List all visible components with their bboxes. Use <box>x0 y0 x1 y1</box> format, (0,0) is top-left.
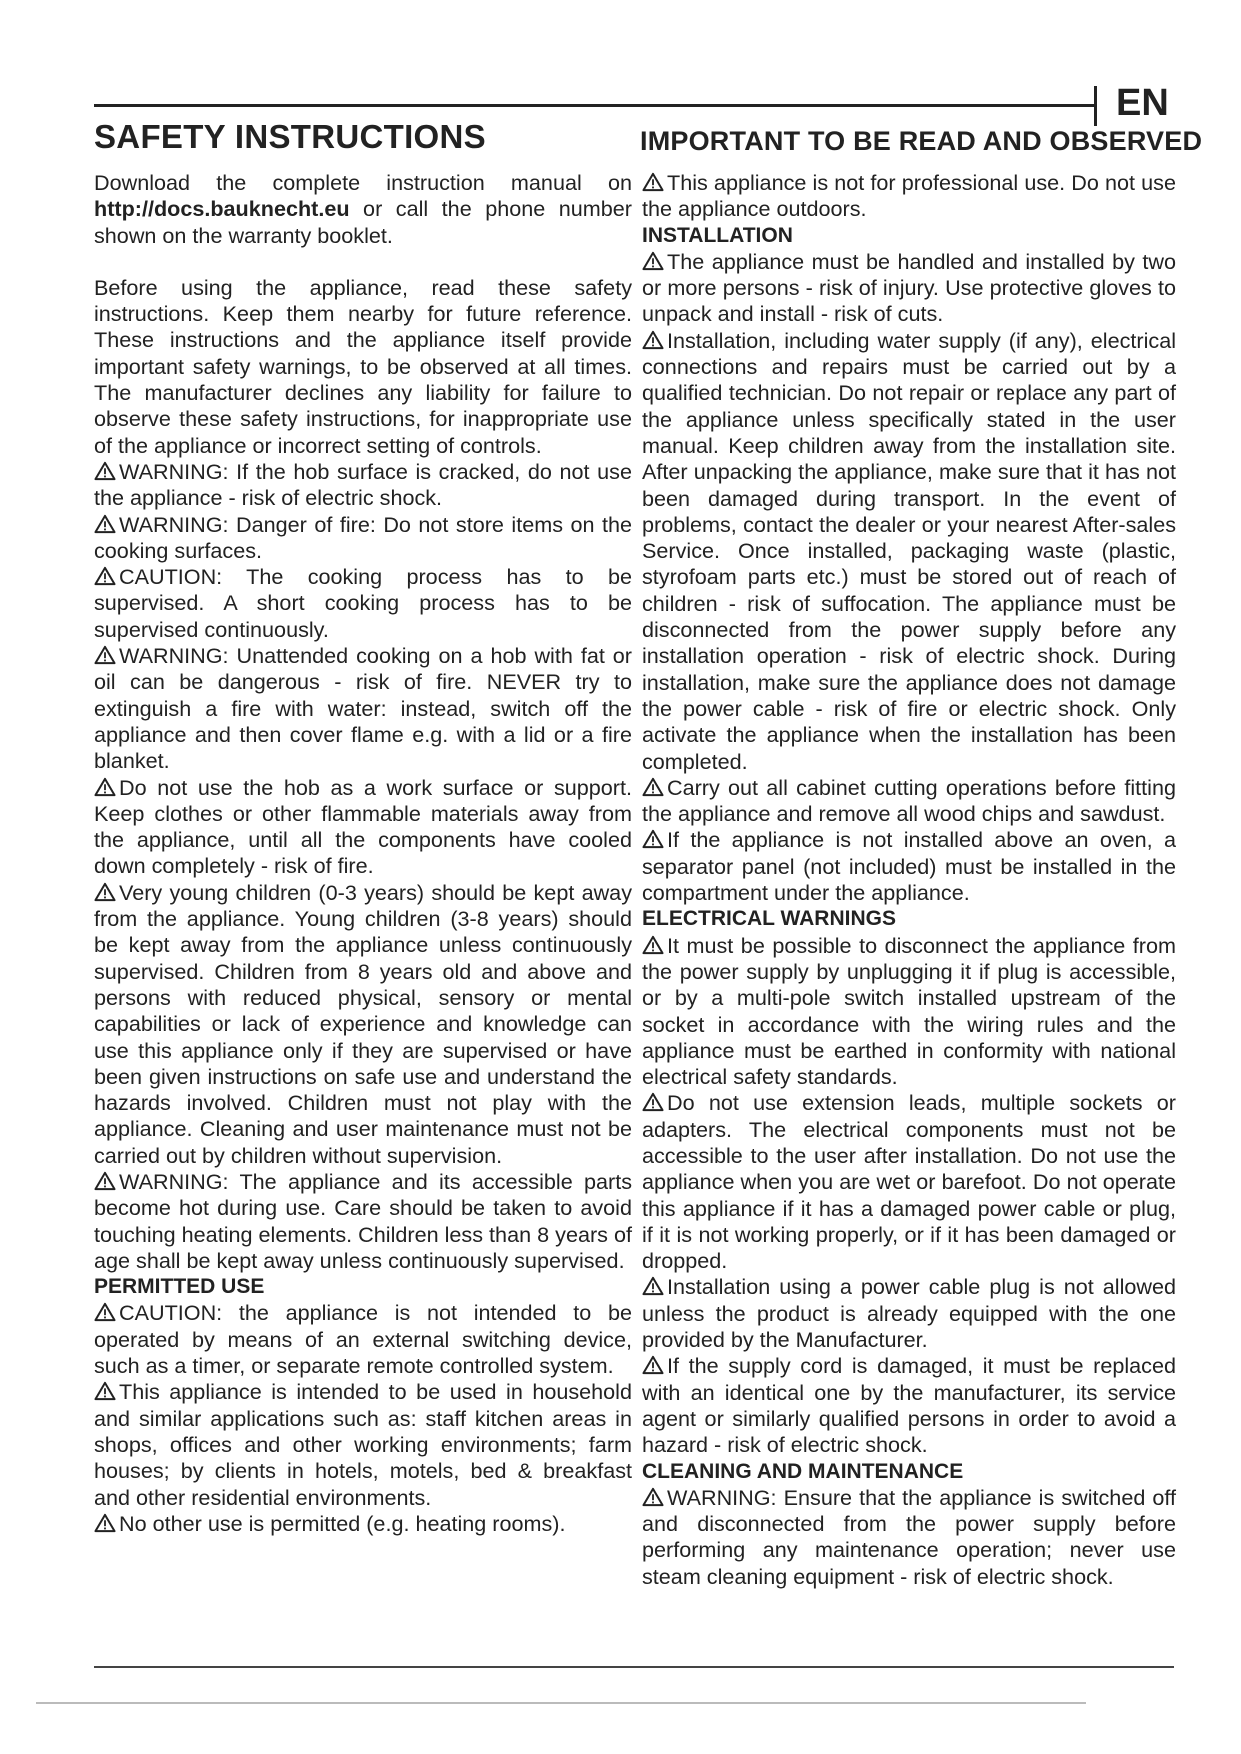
warning-triangle-icon <box>94 461 116 481</box>
warning-triangle-icon <box>642 1276 664 1296</box>
warning-item: This appliance is intended to be used in household and similar applications such as: staff kitchen areas in shops, offices and other working environments; farm houses; by clients in hotels, motels, bed & breakfast and other residential environments. <box>94 1379 632 1510</box>
spacer <box>94 249 632 275</box>
warning-item: WARNING: If the hob surface is cracked, do not use the appliance - risk of electric shock. <box>94 458 632 511</box>
warning-item: Installation using a power cable plug is not allowed unless the product is already equipped with the one provided by the Manufacturer. <box>642 1274 1176 1353</box>
warning-item: WARNING: Ensure that the appliance is switched off and disconnected from the power supply before performing any maintenance operation; never use steam cleaning equipment - risk of electric shock. <box>642 1484 1176 1589</box>
warning-item: Do not use the hob as a work surface or support. Keep clothes or other flammable materials away from the appliance, until all the components have cooled down completely - risk of fire. <box>94 774 632 879</box>
warning-item: If the supply cord is damaged, it must be replaced with an identical one by the manufacturer, its service agent or similarly qualified persons in order to avoid a hazard - risk of electric shock. <box>642 1353 1176 1458</box>
header-rule <box>94 104 1094 107</box>
warning-item: Do not use extension leads, multiple sockets or adapters. The electrical components must not be accessible to the user after installation. Do not use the appliance when you are wet or barefoot. Do not operate this appliance if it has a damaged power cable or plug, if it is not working properly, or if it has been damaged or dropped. <box>642 1090 1176 1274</box>
left-column <box>94 170 632 1537</box>
warning-item: Installation, including water supply (if any), electrical connections and repairs must be carried out by a qualified technician. Do not repair or replace any part of the appliance unless specifically stated in the user manual. Keep children away from the installation site. After unpacking the appliance, make sure that it has not been damaged during transport. In the event of problems, contact the dealer or your nearest After-sales Service. Once installed, packaging waste (plastic, styrofoam parts etc.) must be stored out of reach of children - risk of suffocation. The appliance must be disconnected from the power supply before any installation operation - risk of electric shock. During installation, make sure the appliance does not damage the power cable - risk of fire or electric shock. Only activate the appliance when the installation has been completed. <box>642 327 1176 774</box>
page-edge-rule <box>36 1702 1086 1704</box>
warning-item: No other use is permitted (e.g. heating rooms). <box>94 1511 632 1537</box>
warning-triangle-icon <box>94 1171 116 1191</box>
section-heading-permitted-use: PERMITTED USE <box>94 1275 265 1299</box>
section-heading-cleaning-maintenance: CLEANING AND MAINTENANCE <box>642 1459 964 1483</box>
warning-triangle-icon <box>94 1513 116 1533</box>
warning-triangle-icon <box>94 566 116 586</box>
warning-triangle-icon <box>642 172 664 192</box>
warning-item: WARNING: Unattended cooking on a hob with fat or oil can be dangerous - risk of fire. NEVER try to extinguish a fire with water: instead, switch off the appliance and then cover flame e.g. with a lid or a fire blanket. <box>94 643 632 774</box>
footer-rule <box>94 1666 1174 1668</box>
warning-triangle-icon <box>642 330 664 350</box>
warning-triangle-icon <box>94 1381 116 1401</box>
warning-triangle-icon <box>94 1302 116 1322</box>
warning-item: CAUTION: The cooking process has to be supervised. A short cooking process has to be supervised continuously. <box>94 564 632 642</box>
intro-safety-paragraph: Before using the appliance, read these safety instructions. Keep them nearby for future reference. These instructions and the appliance itself provide important safety warnings, to be observed at all times. The manufacturer declines any liability for failure to observe these safety instructions, for inappropriate use of the appliance or incorrect setting of controls. <box>94 274 632 458</box>
warning-triangle-icon <box>642 829 664 849</box>
warning-triangle-icon <box>642 1487 664 1507</box>
right-column <box>642 170 1176 1590</box>
section-heading-installation: INSTALLATION <box>642 223 793 247</box>
warning-triangle-icon <box>642 1355 664 1375</box>
header-rule-tick <box>1094 86 1097 126</box>
warning-item: If the appliance is not installed above an oven, a separator panel (not included) must be installed in the compartment under the appliance. <box>642 827 1176 906</box>
warning-triangle-icon <box>94 777 116 797</box>
warning-item: CAUTION: the appliance is not intended to be operated by means of an external switching device, such as a timer, or separate remote controlled system. <box>94 1300 632 1379</box>
page-title: SAFETY INSTRUCTIONS <box>94 118 486 155</box>
warning-triangle-icon <box>642 1092 664 1112</box>
warning-item: Very young children (0-3 years) should be kept away from the appliance. Young children (3-8 years) should be kept away from the appliance unless continuously supervised. Children from 8 years old and above and persons with reduced physical, sensory or mental capabilities or lack of experience and knowledge can use this appliance only if they are supervised or have been given instructions on safe use and understand the hazards involved. Children must not play with the appliance. Cleaning and user maintenance must not be carried out by children without supervision. <box>94 879 632 1168</box>
warning-triangle-icon <box>642 251 664 271</box>
warning-triangle-icon <box>642 777 664 797</box>
warning-triangle-icon <box>94 514 116 534</box>
page-subtitle: IMPORTANT TO BE READ AND OBSERVED <box>640 126 1203 156</box>
section-heading-electrical-warnings: ELECTRICAL WARNINGS <box>642 907 896 931</box>
warning-triangle-icon <box>642 935 664 955</box>
warning-item: This appliance is not for professional use. Do not use the appliance outdoors. <box>642 170 1176 222</box>
warning-item: Carry out all cabinet cutting operations before fitting the appliance and remove all wood chips and sawdust. <box>642 774 1176 827</box>
language-code: EN <box>1116 82 1169 124</box>
warning-item: WARNING: The appliance and its accessible parts become hot during use. Care should be taken to avoid touching heating elements. Children less than 8 years of age shall be kept away unless continuously supervised. <box>94 1168 632 1273</box>
intro-paragraph: Download the complete instruction manual on http://docs.bauknecht.eu or call the phone number shown on the warranty booklet. <box>94 170 632 248</box>
warning-triangle-icon <box>94 645 116 665</box>
warning-item: WARNING: Danger of fire: Do not store items on the cooking surfaces. <box>94 511 632 563</box>
manual-url-link[interactable]: http://docs.bauknecht.eu <box>94 196 350 222</box>
warning-triangle-icon <box>94 882 116 902</box>
warning-item: It must be possible to disconnect the appliance from the power supply by unplugging it if plug is accessible, or by a multi-pole switch installed upstream of the socket in accordance with the wiring rules and the appliance must be earthed in conformity with national electrical safety standards. <box>642 932 1176 1090</box>
warning-item: The appliance must be handled and installed by two or more persons - risk of injury. Use protective gloves to unpack and install - risk of cuts. <box>642 248 1176 327</box>
